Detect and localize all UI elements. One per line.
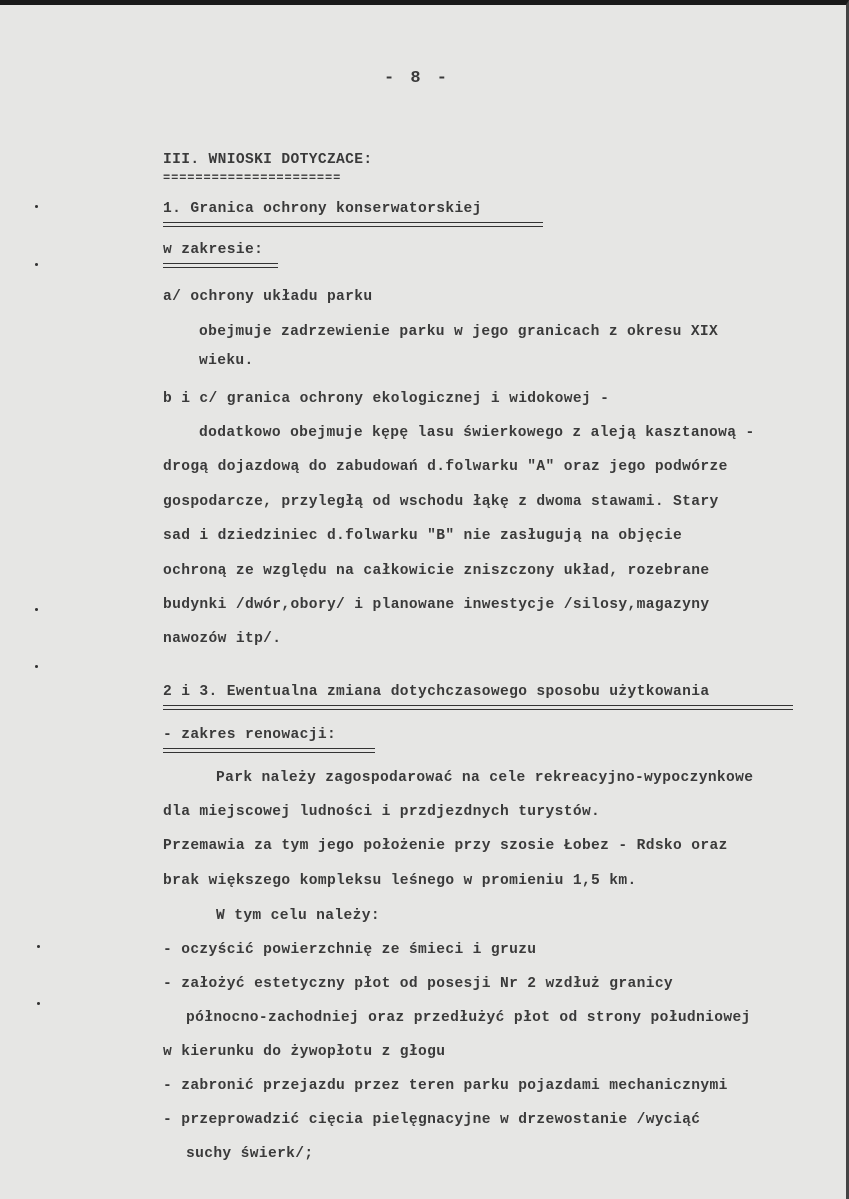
list-item: północno-zachodniej oraz przedłużyć płot od strony południowej (186, 1010, 751, 1026)
margin-mark (35, 665, 38, 668)
item-bc-text: gospodarcze, przyległą od wschodu łąkę z dwoma stawami. Stary (163, 494, 719, 510)
page-number: - 8 - (384, 69, 451, 88)
heading-rule: ====================== (163, 171, 342, 185)
item-a-label: a/ ochrony układu parku (163, 289, 373, 305)
item-a-text: obejmuje zadrzewienie parku w jego granicach z okresu XIX (199, 324, 719, 340)
paragraph-line: dla miejscowej ludności i przdjezdnych turystów. (163, 804, 601, 820)
paragraph-line: brak większego kompleksu leśnego w promieniu 1,5 km. (163, 873, 637, 889)
list-item: - zabronić przejazdu przez teren parku pojazdami mechanicznymi (163, 1078, 728, 1094)
list-item: w kierunku do żywopłotu z głogu (163, 1044, 446, 1060)
section-heading: III. WNIOSKI DOTYCZACE: (163, 152, 373, 168)
section1-subtitle: w zakresie: (163, 242, 264, 258)
list-item: - założyć estetyczny płot od posesji Nr 2 wzdłuż granicy (163, 976, 674, 992)
section23-title-underline (163, 705, 793, 710)
section1-subtitle-underline (163, 263, 278, 268)
list-lead: W tym celu należy: (216, 908, 380, 924)
section23-title: 2 i 3. Ewentualna zmiana dotychczasowego sposobu użytkowania (163, 684, 710, 700)
section1-title: 1. Granica ochrony konserwatorskiej (163, 201, 482, 217)
list-item: suchy świerk/; (186, 1146, 314, 1162)
section23-subtitle-underline (163, 748, 375, 753)
item-a-text: wieku. (199, 353, 254, 369)
section23-subtitle: - zakres renowacji: (163, 727, 337, 743)
item-bc-text: budynki /dwór,obory/ i planowane inwestycje /silosy,magazyny (163, 597, 710, 613)
margin-mark (35, 205, 38, 208)
item-bc-text: nawozów itp/. (163, 631, 282, 647)
section1-title-underline (163, 222, 543, 227)
margin-mark (37, 1002, 40, 1005)
margin-mark (35, 608, 38, 611)
item-bc-text: sad i dziedziniec d.folwarku "B" nie zasługują na objęcie (163, 528, 683, 544)
list-item: - oczyścić powierzchnię ze śmieci i gruzu (163, 942, 537, 958)
margin-mark (35, 263, 38, 266)
margin-mark (37, 945, 40, 948)
item-bc-text: dodatkowo obejmuje kępę lasu świerkowego z aleją kasztanową - (199, 425, 755, 441)
list-item: - przeprowadzić cięcia pielęgnacyjne w drzewostanie /wyciąć (163, 1112, 701, 1128)
paragraph-line: Park należy zagospodarować na cele rekreacyjno-wypoczynkowe (216, 770, 754, 786)
item-bc-text: ochroną ze względu na całkowicie zniszczony układ, rozebrane (163, 563, 710, 579)
paragraph-line: Przemawia za tym jego położenie przy szosie Łobez - Rdsko oraz (163, 838, 728, 854)
item-bc-text: drogą dojazdową do zabudowań d.folwarku "A" oraz jego podwórze (163, 459, 728, 475)
item-bc-label: b i c/ granica ochrony ekologicznej i widokowej - (163, 391, 610, 407)
